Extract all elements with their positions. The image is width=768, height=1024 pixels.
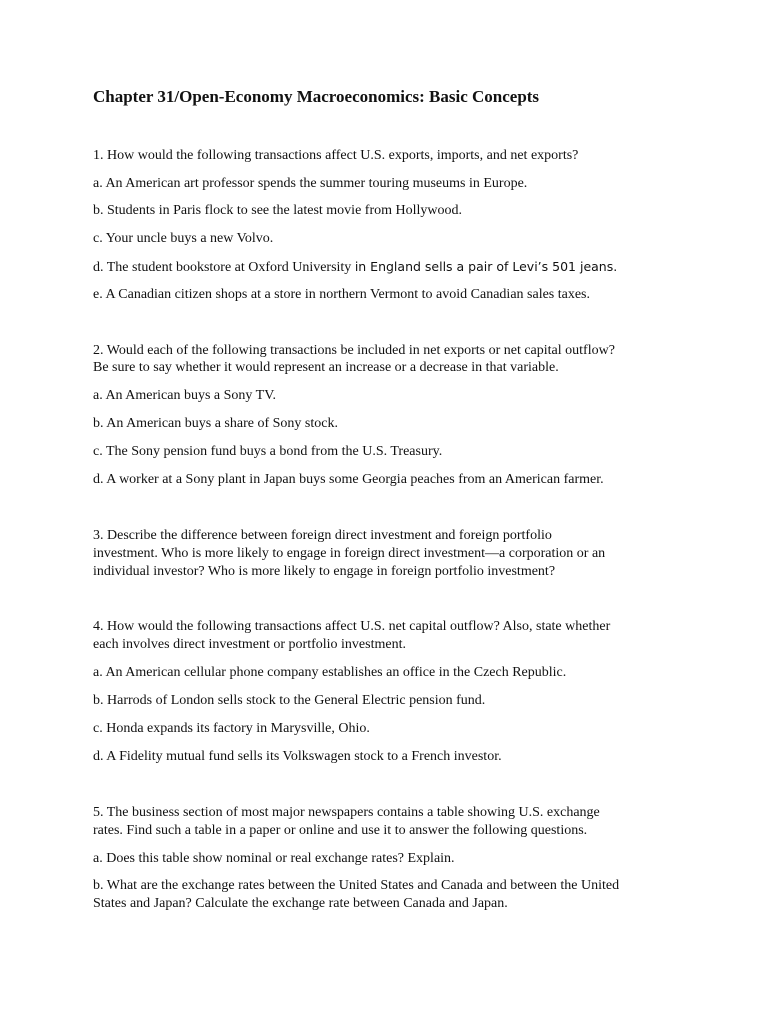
question-1-item-d-tail: in England sells a pair of Levi’s 501 jeans. xyxy=(354,259,618,274)
question-5-item-b-line-1: b. What are the exchange rates between the United States and Canada and between the United xyxy=(93,878,620,893)
question-2-item-a: a. An American buys a Sony TV. xyxy=(93,388,277,403)
question-3-line-2: investment. Who is more likely to engage in foreign direct investment—a corporation or an xyxy=(93,546,606,561)
question-2-item-c: c. The Sony pension fund buys a bond from the U.S. Treasury. xyxy=(93,444,443,459)
question-1-item-c: c. Your uncle buys a new Volvo. xyxy=(93,231,274,246)
question-4-prompt-line-2: each involves direct investment or portfolio investment. xyxy=(93,637,406,652)
question-4-item-d: d. A Fidelity mutual fund sells its Volkswagen stock to a French investor. xyxy=(93,749,502,764)
question-5-item-a: a. Does this table show nominal or real exchange rates? Explain. xyxy=(93,851,455,866)
question-1-item-d xyxy=(93,258,617,276)
question-2-item-b: b. An American buys a share of Sony stock. xyxy=(93,416,338,431)
question-4-item-c: c. Honda expands its factory in Marysville, Ohio. xyxy=(93,721,370,736)
question-1-item-e: e. A Canadian citizen shops at a store in northern Vermont to avoid Canadian sales taxes. xyxy=(93,287,591,302)
question-2-item-d: d. A worker at a Sony plant in Japan buys some Georgia peaches from an American farmer. xyxy=(93,472,604,487)
question-2-prompt-line-1: 2. Would each of the following transactions be included in net exports or net capital outflow? xyxy=(93,343,615,358)
question-2-prompt-line-2: Be sure to say whether it would represent an increase or a decrease in that variable. xyxy=(93,360,559,375)
question-1-item-d-text: d. The student bookstore at Oxford University xyxy=(93,260,355,275)
question-3-line-1: 3. Describe the difference between foreign direct investment and foreign portfolio xyxy=(93,528,552,543)
question-1-prompt: 1. How would the following transactions affect U.S. exports, imports, and net exports? xyxy=(93,148,579,163)
question-1-item-a: a. An American art professor spends the summer touring museums in Europe. xyxy=(93,176,528,191)
question-1-item-b: b. Students in Paris flock to see the latest movie from Hollywood. xyxy=(93,203,463,218)
question-5-prompt-line-1: 5. The business section of most major newspapers contains a table showing U.S. exchange xyxy=(93,805,600,820)
question-4-item-b: b. Harrods of London sells stock to the General Electric pension fund. xyxy=(93,693,486,708)
question-4-item-a: a. An American cellular phone company establishes an office in the Czech Republic. xyxy=(93,665,567,680)
question-3-line-3: individual investor? Who is more likely to engage in foreign portfolio investment? xyxy=(93,564,556,579)
page-title: Chapter 31/Open-Economy Macroeconomics: Basic Concepts xyxy=(93,87,540,106)
question-5-item-b-line-2: States and Japan? Calculate the exchange rate between Canada and Japan. xyxy=(93,896,508,911)
question-4-prompt-line-1: 4. How would the following transactions affect U.S. net capital outflow? Also, state whether xyxy=(93,619,611,634)
question-5-prompt-line-2: rates. Find such a table in a paper or online and use it to answer the following questions. xyxy=(93,823,588,838)
